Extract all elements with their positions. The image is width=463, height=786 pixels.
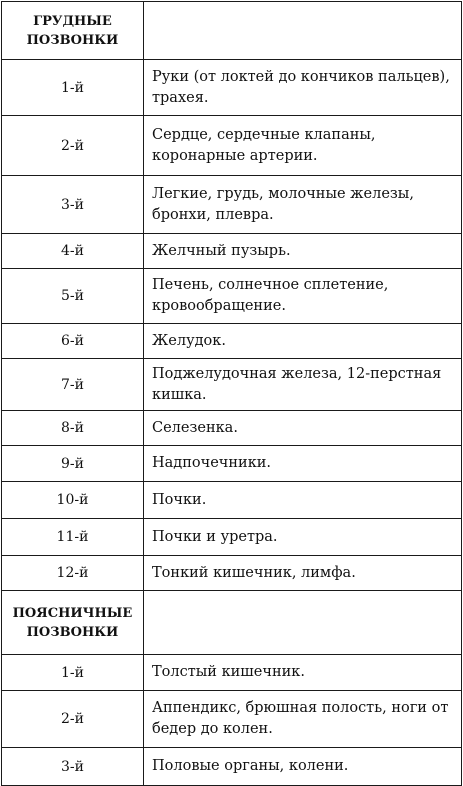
table-row [2, 359, 462, 411]
section-header-thoracic: ГРУДНЫЕ ПОЗВОНКИ [2, 2, 144, 60]
table-row [2, 234, 462, 269]
vertebra-number: 1-й [2, 655, 144, 691]
table-row [2, 176, 462, 234]
vertebra-number: 10-й [2, 482, 144, 519]
organs-text: Тонкий кишечник, лимфа. [144, 556, 462, 591]
section-header-row [2, 2, 462, 60]
vertebra-number: 2-й [2, 116, 144, 176]
vertebra-number: 12-й [2, 556, 144, 591]
table-row [2, 748, 462, 786]
organs-text: Почки и уретра. [144, 519, 462, 556]
organs-text: Половые органы, колени. [144, 748, 462, 786]
vertebra-number: 6-й [2, 324, 144, 359]
table-row [2, 519, 462, 556]
organs-text: Почки. [144, 482, 462, 519]
organs-text: Печень, солнечное сплетение, кровообращение. [144, 269, 462, 324]
table-row [2, 482, 462, 519]
table-row [2, 446, 462, 482]
section-header-row [2, 591, 462, 655]
vertebra-number: 5-й [2, 269, 144, 324]
table-row [2, 116, 462, 176]
vertebra-number: 1-й [2, 60, 144, 116]
vertebra-number: 2-й [2, 691, 144, 748]
table-row [2, 655, 462, 691]
vertebrae-organs-table [1, 1, 462, 786]
organs-text: Легкие, грудь, молочные железы, бронхи, плевра. [144, 176, 462, 234]
organs-text: Сердце, сердечные клапаны, коронарные артерии. [144, 116, 462, 176]
vertebra-number: 11-й [2, 519, 144, 556]
table-row [2, 324, 462, 359]
table-row [2, 691, 462, 748]
section-header-lumbar: ПОЯСНИЧНЫЕ ПОЗВОНКИ [2, 591, 144, 655]
table-row [2, 411, 462, 446]
vertebra-number: 3-й [2, 748, 144, 786]
vertebra-number: 3-й [2, 176, 144, 234]
organs-text: Надпочечники. [144, 446, 462, 482]
organs-text: Толстый кишечник. [144, 655, 462, 691]
vertebra-number: 9-й [2, 446, 144, 482]
organs-text: Желудок. [144, 324, 462, 359]
vertebra-number: 8-й [2, 411, 144, 446]
section-header-empty-cell [144, 591, 462, 655]
organs-text: Руки (от локтей до кончиков пальцев), трахея. [144, 60, 462, 116]
table-row [2, 269, 462, 324]
organs-text: Аппендикс, брюшная полость, ноги от бедер до колен. [144, 691, 462, 748]
organs-text: Желчный пузырь. [144, 234, 462, 269]
section-header-empty-cell [144, 2, 462, 60]
table-row [2, 556, 462, 591]
vertebra-number: 4-й [2, 234, 144, 269]
table-row [2, 60, 462, 116]
organs-text: Поджелудочная железа, 12-перстная кишка. [144, 359, 462, 411]
vertebra-number: 7-й [2, 359, 144, 411]
organs-text: Селезенка. [144, 411, 462, 446]
